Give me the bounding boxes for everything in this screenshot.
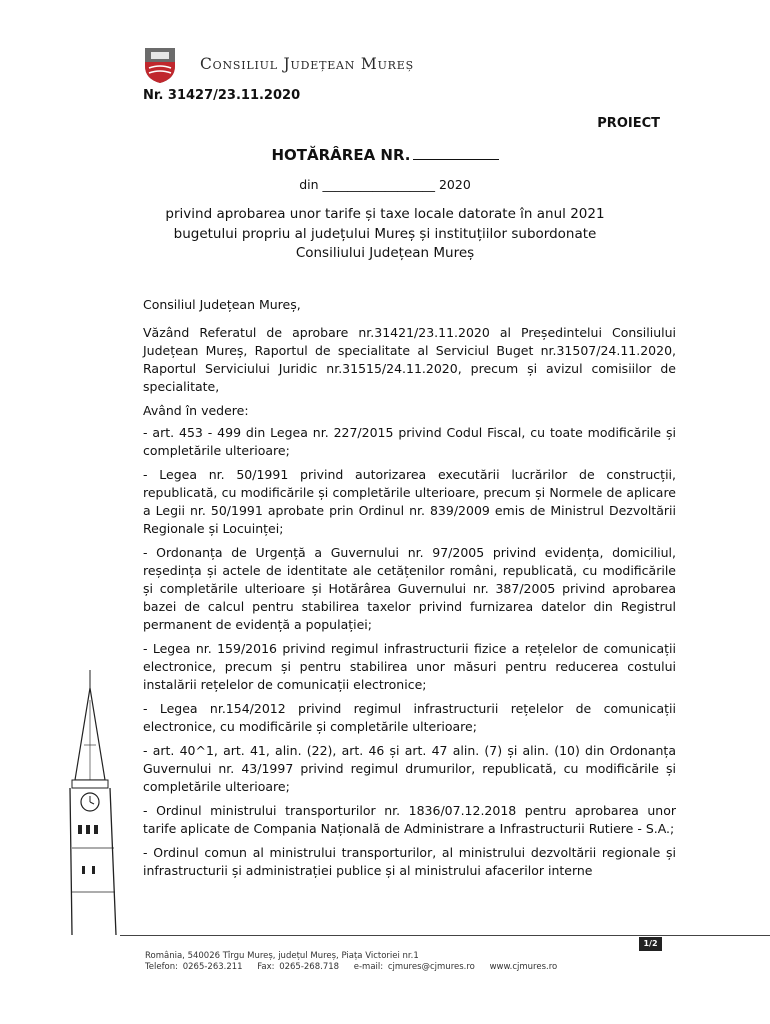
salutation: Consiliul Județean Mureș, bbox=[143, 297, 301, 312]
footer-phone: Telefon: 0265-263.211 bbox=[145, 962, 243, 972]
footer-website: www.cjmures.ro bbox=[489, 962, 558, 972]
decision-title-text: HOTĂRÂREA NR. bbox=[271, 146, 411, 164]
decision-title bbox=[0, 146, 770, 164]
clock-tower-icon bbox=[60, 670, 145, 940]
document-number: Nr. 31427/23.11.2020 bbox=[143, 88, 301, 103]
legal-basis-item: - Legea nr.154/2012 privind regimul infrastructurii rețelelor de comunicații electronice, cu modificările și completările ulterioare; bbox=[143, 701, 676, 734]
legal-basis-item: - Ordonanța de Urgență a Guvernului nr. 97/2005 privind evidența, domiciliul, reședința și actele de identitate ale cetățenilor români, republicată, cu modificările și completările ulterioare și Hotărârea Guvernului nr. 387/2005 privind aprobarea bazei de calcul pentru stabilirea taxelor privind furnizarea datelor din Registrul permanent de evidență a populației; bbox=[143, 545, 676, 632]
decision-subject: privind aprobarea unor tarife și taxe locale datorate în anul 2021 bugetului propriu al județului Mureș și instituțiilor subordonate Consiliului Județean Mureș bbox=[165, 206, 605, 261]
legal-basis-item: - art. 40^1, art. 41, alin. (22), art. 46 și art. 47 alin. (7) și alin. (10) din Ordonanța Guvernului nr. 43/1997 privind regimul drumurilor, republicată, cu modificările și completările ulterioare; bbox=[143, 743, 676, 794]
document-body bbox=[143, 296, 676, 886]
footer-divider bbox=[120, 935, 770, 936]
footer-fax: Fax: 0265-268.718 bbox=[257, 962, 340, 972]
legal-basis-item: - art. 453 - 499 din Legea nr. 227/2015 privind Codul Fiscal, cu toate modificările și completările ulterioare; bbox=[143, 425, 676, 458]
legal-basis-item: - Legea nr. 159/2016 privind regimul infrastructurii fizice a rețelelor de comunicații electronice, precum și pentru stabilirea unor măsuri pentru reducerea costului instalării rețelelor de comunicații electronice; bbox=[143, 641, 676, 692]
intro-paragraph: Văzând Referatul de aprobare nr.31421/23.11.2020 al Președintelui Consiliului Județean Mureș, Raportul de specialitate al Serviciul Buget nr.31507/24.11.2020, Raportul Serviciului Juridic nr.31515/24.11.2020, precum și avizul comisiilor de specialitate, bbox=[143, 325, 676, 394]
footer-address: România, 540026 Tîrgu Mureș, județul Mureș, Piața Victoriei nr.1 bbox=[145, 951, 419, 961]
page-number-badge: 1/2 bbox=[639, 937, 662, 951]
legal-basis-item: - Legea nr. 50/1991 privind autorizarea executării lucrărilor de construcții, republicată, cu modificările și completările ulterioare, precum și Normele de aplicare a Legii nr. 50/1991 aprobate prin Ordinul nr. 839/2009 emis de Ministrul Dezvoltării Regionale și Locuinței; bbox=[143, 467, 676, 536]
legal-basis-item: - Ordinul comun al ministrului transporturilor, al ministrului dezvoltării regionale și infrastructurii și administrației publice și al ministrului afacerilor interne bbox=[143, 845, 676, 878]
decision-date-line: din __________________ 2020 bbox=[299, 177, 471, 192]
legal-basis-item: - Ordinul ministrului transporturilor nr. 1836/07.12.2018 pentru aprobarea unor tarife aplicate de Compania Națională de Administrare a Infrastructurii Rutiere - S.A.; bbox=[143, 803, 676, 836]
footer-email: e-mail: cjmures@cjmures.ro bbox=[353, 962, 475, 972]
considering-heading: Având în vedere: bbox=[143, 403, 249, 418]
document-status: PROIECT bbox=[597, 116, 660, 131]
organization-name: Consiliul Județean Mureș bbox=[200, 55, 414, 73]
county-crest-icon bbox=[143, 46, 177, 84]
decision-number-blank bbox=[413, 147, 499, 160]
footer-contacts bbox=[145, 962, 567, 972]
